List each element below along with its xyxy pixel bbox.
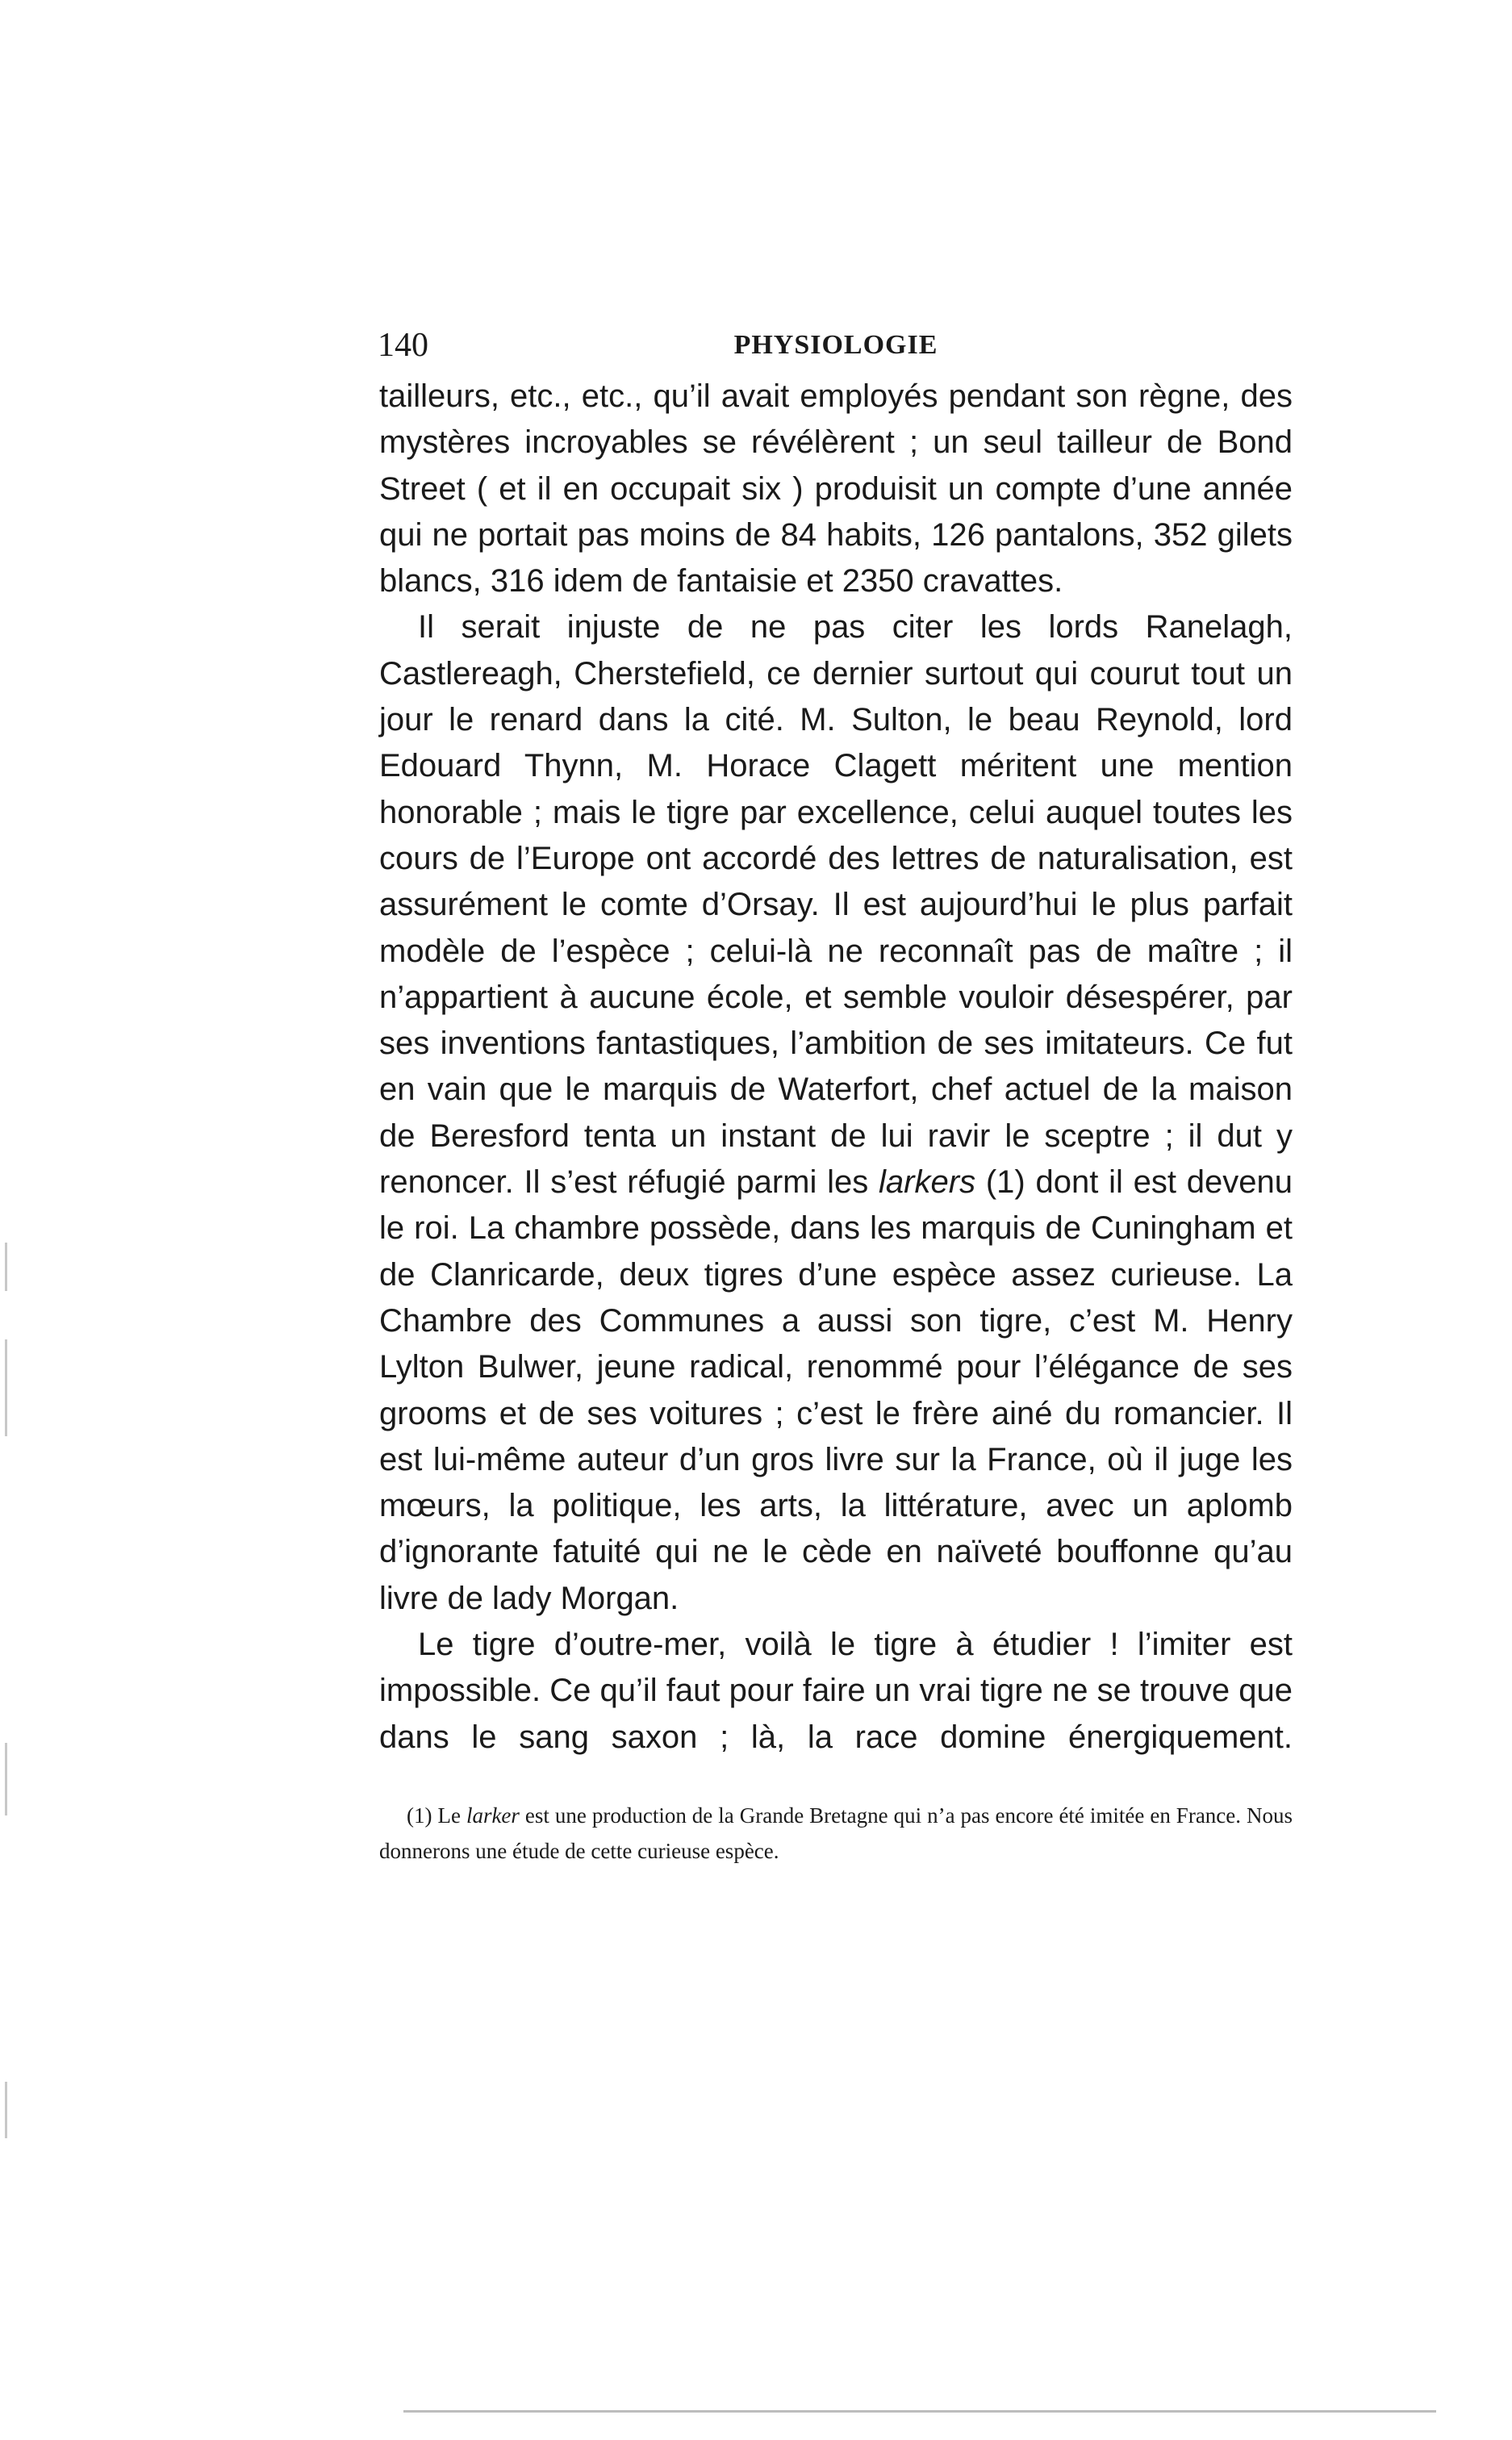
paragraph-1 [379, 374, 1293, 604]
paragraph-2-text-b: (1) dont il est devenu le roi. La chambre possède, dans les marquis de Cuningham et de Clanricarde, deux tigres d’une espèce assez curieuse. La Chambre des Communes a aussi son tigre, c’est M. Henry Lylton Bulwer, jeune radical, renommé pour l’élégance de ses grooms et de ses voitures ; c’est le frère ainé du romancier. Il est lui-même auteur d’un gros livre sur la France, où il juge les mœurs, la politique, les arts, la littérature, avec un aplomb d’ignorante fatuité qui ne le cède en naïveté bouffonne qu’au livre de lady Morgan. [379, 1164, 1293, 1616]
margin-mark [5, 1339, 7, 1436]
running-title: PHYSIOLOGIE [733, 330, 938, 360]
paragraph-1-text: tailleurs, etc., etc., qu’il avait employés pendant son règne, des mystères incroyables se révélèrent ; un seul tailleur de Bond Street ( et il en occupait six ) produisit un compte d’une année qui ne portait pas moins de 84 habits, 126 pantalons, 352 gilets blancs, 316 idem de fantaisie et 2350 cravattes. [379, 378, 1293, 600]
margin-mark [5, 1743, 7, 1815]
footnote-text-a: Le [437, 1803, 466, 1828]
margin-mark [5, 2082, 7, 2138]
body-text [379, 374, 1293, 1761]
paragraph-2 [379, 604, 1293, 1622]
footnote-italic-term: larker [466, 1803, 520, 1828]
paragraph-2-italic-term: larkers [879, 1164, 976, 1201]
paragraph-2-text-a: Il serait injuste de ne pas citer les lords Ranelagh, Castlereagh, Cherstefield, ce dernier surtout qui courut tout un jour le renard dans la cité. M. Sulton, le beau Reynold, lord Edouard Thynn, M. Horace Clagett méritent une mention honorable ; mais le tigre par excellence, celui auquel toutes les cours de l’Europe ont accordé des lettres de naturalisation, est assurément le comte d’Orsay. Il est aujourd’hui le plus parfait modèle de l’espèce ; celui-là ne reconnaît pas de maître ; il n’appartient à aucune école, et semble vouloir désespérer, par ses inventions fantastiques, l’ambition de ses imitateurs. Ce fut en vain que le marquis de Waterfort, chef actuel de la maison de Beresford tenta un instant de lui ravir le sceptre ; il dut y renoncer. Il s’est réfugié parmi les [379, 609, 1293, 1201]
footnote-text-b: est une production de la Grande Bretagne qui n’a pas encore été imitée en France. Nous donnerons une étude de cette curieuse espèce. [379, 1803, 1293, 1863]
footnote [379, 1798, 1293, 1869]
margin-mark [5, 1243, 7, 1291]
running-head [378, 321, 1294, 370]
page-number: 140 [378, 327, 428, 364]
paragraph-3-text: Le tigre d’outre-mer, voilà le tigre à étudier ! l’imiter est impossible. Ce qu’il faut pour faire un vrai tigre ne se trouve que dans le sang saxon ; là, la race domine énergiquement. [379, 1627, 1293, 1755]
paragraph-3 [379, 1622, 1293, 1761]
footnote-text [379, 1798, 1293, 1869]
bottom-rule [403, 2410, 1436, 2413]
footnote-marker: (1) [407, 1803, 432, 1828]
